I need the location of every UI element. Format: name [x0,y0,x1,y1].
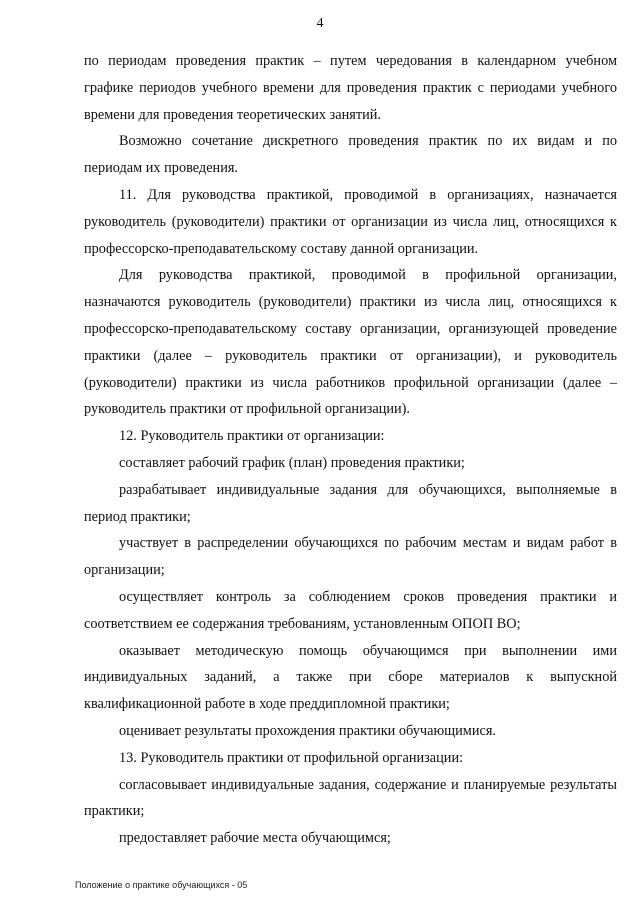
paragraph-12-heading: 12. Руководитель практики от организации: [119,428,385,445]
paragraph-profile-org-leadership: Для руководства практикой, проводимой в профильной организации, назначаются руководитель (руководители) практики из числа лиц, относящихся к профессорско-преподавательскому составу организации, организующей проведение практики (далее – руководитель практики от организации), и руководитель (руководители) практики из числа работников профильной организации (далее – руководитель практики от профильной организации). [84,267,617,418]
list-item: разрабатывает индивидуальные задания для обучающихся, выполняемые в период практики; [84,481,617,525]
list-item: согласовывает индивидуальные задания, содержание и планируемые результаты практики; [84,776,617,820]
list-item: осуществляет контроль за соблюдением сроков проведения практики и соответствием ее содержания требованиям, установленным ОПОП ВО; [84,588,617,632]
document-body [84,48,617,852]
list-item: оказывает методическую помощь обучающимся при выполнении ими индивидуальных заданий, а также при сборе материалов к выпускной квалификационной работе в ходе преддипломной практики; [84,642,617,713]
paragraph-combination: Возможно сочетание дискретного проведения практик по их видам и по периодам их проведения. [84,133,617,177]
list-item: предоставляет рабочие места обучающимся; [119,830,391,847]
list-item: составляет рабочий график (план) проведения практики; [119,454,465,471]
list-item: участвует в распределении обучающихся по рабочим местам и видам работ в организации; [84,535,617,579]
page-footer: Положение о практике обучающихся - 05 [75,880,248,890]
paragraph-13-heading: 13. Руководитель практики от профильной организации: [119,749,464,766]
list-item: оценивает результаты прохождения практики обучающимися. [119,722,497,739]
page-number: 4 [316,16,324,31]
paragraph-11: 11. Для руководства практикой, проводимой в организациях, назначается руководитель (руководители) практики от организации из числа лиц, относящихся к профессорско-преподавательскому составу данной организации. [84,186,617,257]
paragraph-continuation: по периодам проведения практик – путем чередования в календарном учебном графике периодов учебного времени для проведения практик с периодами учебного времени для проведения теоретических занятий. [84,53,617,123]
